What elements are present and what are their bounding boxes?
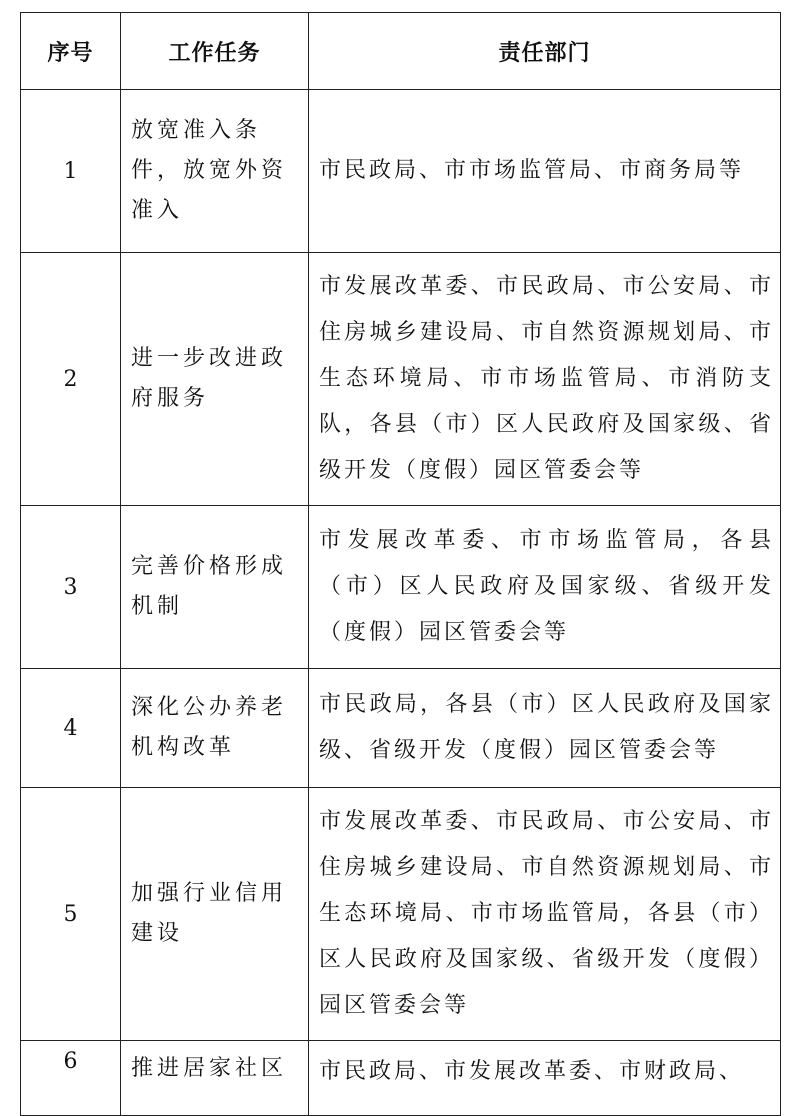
header-row: [21, 13, 781, 90]
header-number: 序号: [21, 13, 121, 90]
row-task: 推进居家社区: [121, 1041, 309, 1116]
row-number: 2: [21, 253, 121, 506]
table-row: [21, 506, 781, 669]
row-department: 市民政局、市发展改革委、市财政局、: [309, 1041, 781, 1116]
row-department: 市发展改革委、市民政局、市公安局、市住房城乡建设局、市自然资源规划局、市生态环境局、市市场监管局，各县（市）区人民政府及国家级、省级开发（度假）园区管委会等: [309, 788, 781, 1041]
row-department: 市发展改革委、市民政局、市公安局、市住房城乡建设局、市自然资源规划局、市生态环境局、市市场监管局、市消防支队，各县（市）区人民政府及国家级、省级开发（度假）园区管委会等: [309, 253, 781, 506]
row-number: 3: [21, 506, 121, 669]
row-number: 6: [21, 1041, 121, 1116]
row-number: 1: [21, 90, 121, 253]
row-department: 市民政局、市市场监管局、市商务局等: [309, 90, 781, 253]
row-task: 加强行业信用建设: [121, 788, 309, 1041]
row-number: 5: [21, 788, 121, 1041]
row-task: 进一步改进政府服务: [121, 253, 309, 506]
row-task: 放宽准入条件，放宽外资准入: [121, 90, 309, 253]
header-department: 责任部门: [309, 13, 781, 90]
row-department: 市发展改革委、市市场监管局，各县（市）区人民政府及国家级、省级开发（度假）园区管委会等: [309, 506, 781, 669]
row-number: 4: [21, 669, 121, 788]
responsibility-table: [20, 12, 781, 1116]
table-row: [21, 788, 781, 1041]
row-task: 深化公办养老机构改革: [121, 669, 309, 788]
row-task: 完善价格形成机制: [121, 506, 309, 669]
table-row: [21, 253, 781, 506]
table-row: [21, 90, 781, 253]
table-row: [21, 1041, 781, 1116]
row-department: 市民政局，各县（市）区人民政府及国家级、省级开发（度假）园区管委会等: [309, 669, 781, 788]
header-task: 工作任务: [121, 13, 309, 90]
table-row: [21, 669, 781, 788]
